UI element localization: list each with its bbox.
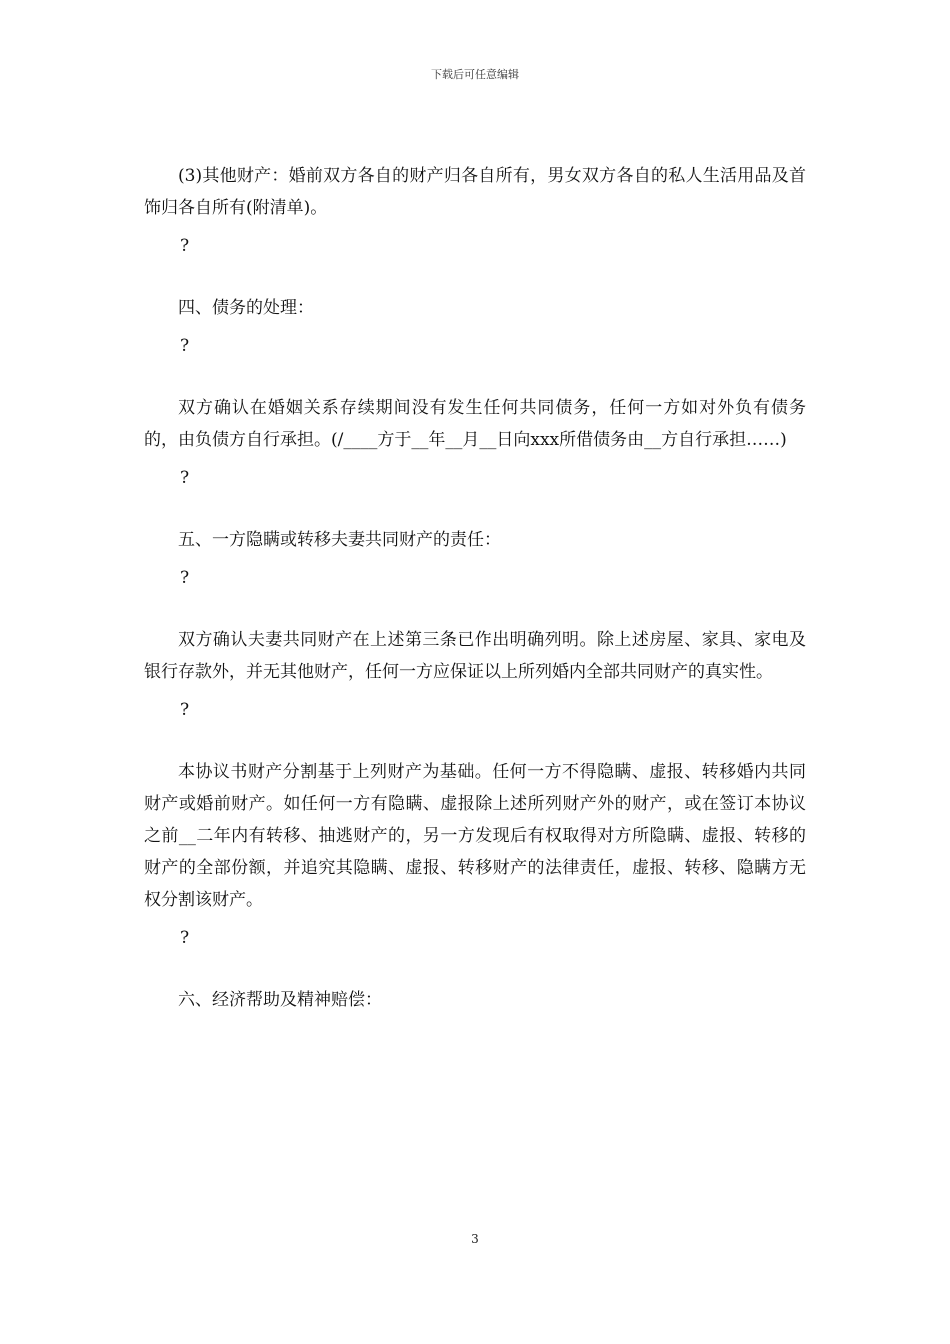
section-heading-concealment: 五、一方隐瞒或转移夫妻共同财产的责任： — [178, 530, 501, 550]
section-heading-compensation: 六、经济帮助及精神赔偿： — [178, 990, 382, 1010]
section-heading-debt: 四、债务的处理： — [178, 298, 314, 318]
document-body — [144, 160, 806, 1016]
paragraph-joint-property: 双方确认夫妻共同财产在上述第三条已作出明确列明。除上述房屋、家具、家电及银行存款外，并无其他财产，任何一方应保证以上所列婚内全部共同财产的真实性。 — [144, 630, 806, 682]
page-number: 3 — [471, 1232, 479, 1246]
paragraph-property-division: 本协议书财产分割基于上列财产为基础。任何一方不得隐瞒、虚报、转移婚内共同财产或婚前财产。如任何一方有隐瞒、虚报除上述所列财产外的财产，或在签订本协议之前__二年内有转移、抽逃财产的，另一方发现后有权取得对方所隐瞒、虚报、转移的财产的全部份额，并追究其隐瞒、虚报、转移财产的法律责任，虚报、转移、隐瞒方无权分割该财产。 — [144, 762, 806, 910]
placeholder-mark: ? — [180, 468, 190, 488]
placeholder-mark: ? — [180, 928, 190, 948]
page-header: 下载后可任意编辑 — [431, 68, 519, 81]
placeholder-mark: ? — [180, 568, 190, 588]
paragraph-debt: 双方确认在婚姻关系存续期间没有发生任何共同债务，任何一方如对外负有债务的，由负债方自行承担。(/____方于__年__月__日向xxx所借债务由__方自行承担……) — [144, 398, 806, 450]
placeholder-mark: ? — [180, 336, 190, 356]
paragraph-other-property: (3)其他财产：婚前双方各自的财产归各自所有，男女双方各自的私人生活用品及首饰归各自所有(附清单)。 — [144, 166, 806, 218]
placeholder-mark: ? — [180, 700, 190, 720]
placeholder-mark: ? — [180, 236, 190, 256]
